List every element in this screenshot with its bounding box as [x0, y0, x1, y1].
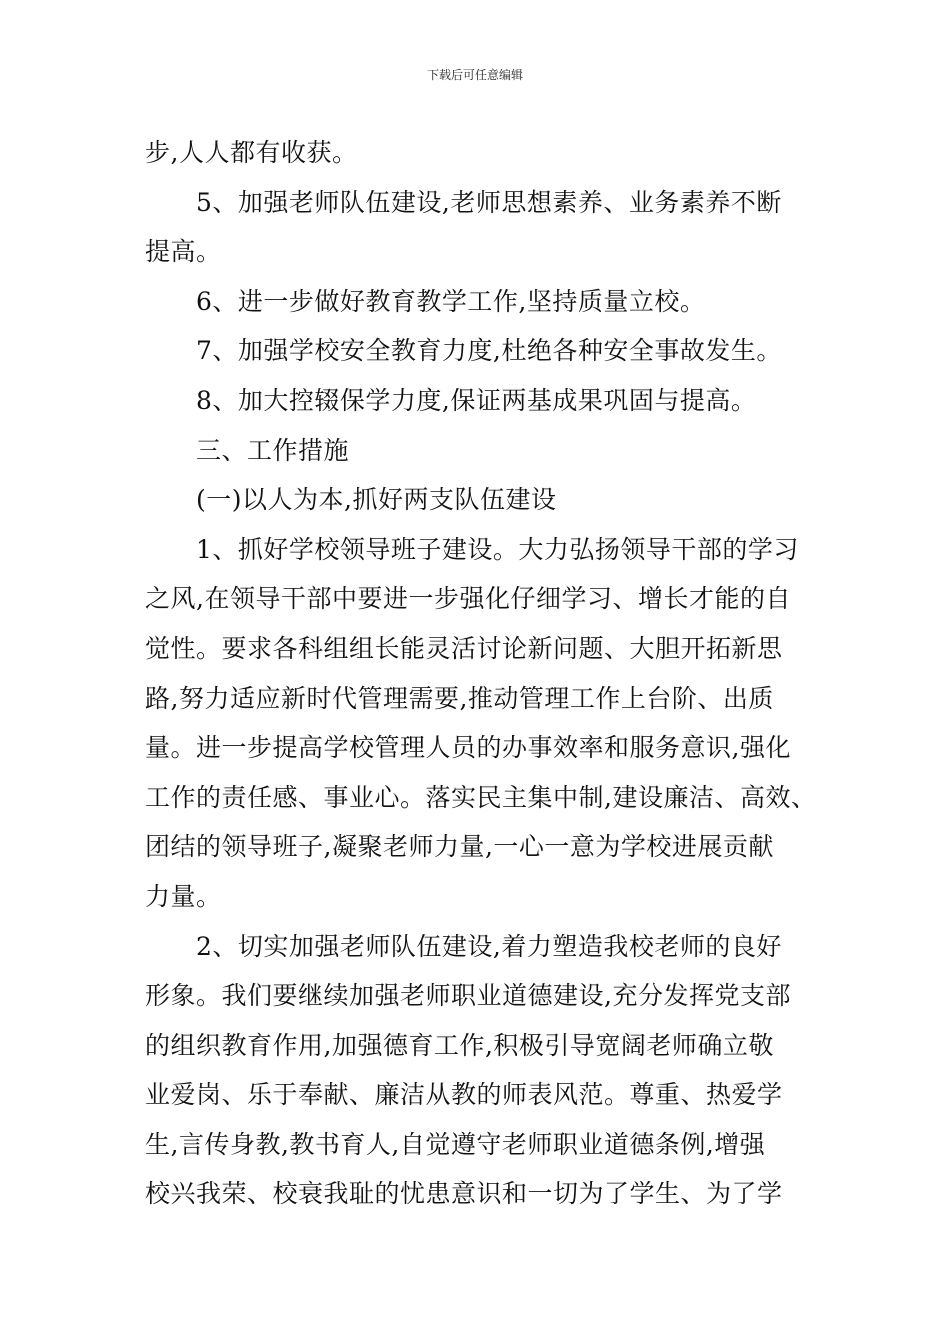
text-line: 路,努力适应新时代管理需要,推动管理工作上台阶、出质: [145, 683, 774, 713]
subsection-heading: (一)以人为本,抓好两支队伍建设: [196, 485, 557, 515]
text-line: 校兴我荣、校衰我耻的忧患意识和一切为了学生、为了学: [145, 1179, 783, 1209]
text-line: 形象。我们要继续加强老师职业道德建设,充分发挥党支部: [145, 981, 791, 1011]
text-line: 2、切实加强老师队伍建设,着力塑造我校老师的良好: [196, 931, 782, 961]
page-header-note: 下载后可任意编辑: [426, 68, 523, 82]
text-line: 力量。: [145, 881, 222, 911]
text-line: 6、进一步做好教育教学工作,坚持质量立校。: [196, 286, 706, 316]
text-line: 业爱岗、乐于奉献、廉洁从教的师表风范。尊重、热爱学: [145, 1080, 783, 1110]
text-line: 量。进一步提高学校管理人员的办事效率和服务意识,强化: [145, 733, 791, 763]
text-line: 步,人人都有收获。: [145, 138, 358, 167]
text-line: 提高。: [145, 237, 222, 267]
text-line: 8、加大控辍保学力度,保证两基成果巩固与提高。: [196, 385, 757, 415]
document-body: [145, 128, 817, 1219]
text-line: 生,言传身教,教书育人,自觉遵守老师职业道德条例,增强: [145, 1129, 766, 1159]
text-line: 团结的领导班子,凝聚老师力量,一心一意为学校进展贡献: [145, 832, 774, 862]
section-heading: 三、工作措施: [196, 435, 350, 465]
text-line: 工作的责任感、事业心。落实民主集中制,建设廉洁、高效、: [145, 782, 817, 812]
text-line: 1、抓好学校领导班子建设。大力弘扬领导干部的学习: [196, 534, 799, 564]
text-line: 的组织教育作用,加强德育工作,积极引导宽阔老师确立敬: [145, 1030, 774, 1060]
text-line: 之风,在领导干部中要进一步强化仔细学习、增长才能的自: [145, 584, 791, 614]
text-line: 5、加强老师队伍建设,老师思想素养、业务素养不断: [196, 187, 782, 217]
text-line: 7、加强学校安全教育力度,杜绝各种安全事故发生。: [196, 336, 782, 366]
text-line: 觉性。要求各科组组长能灵活讨论新问题、大胆开拓新思: [145, 633, 783, 663]
